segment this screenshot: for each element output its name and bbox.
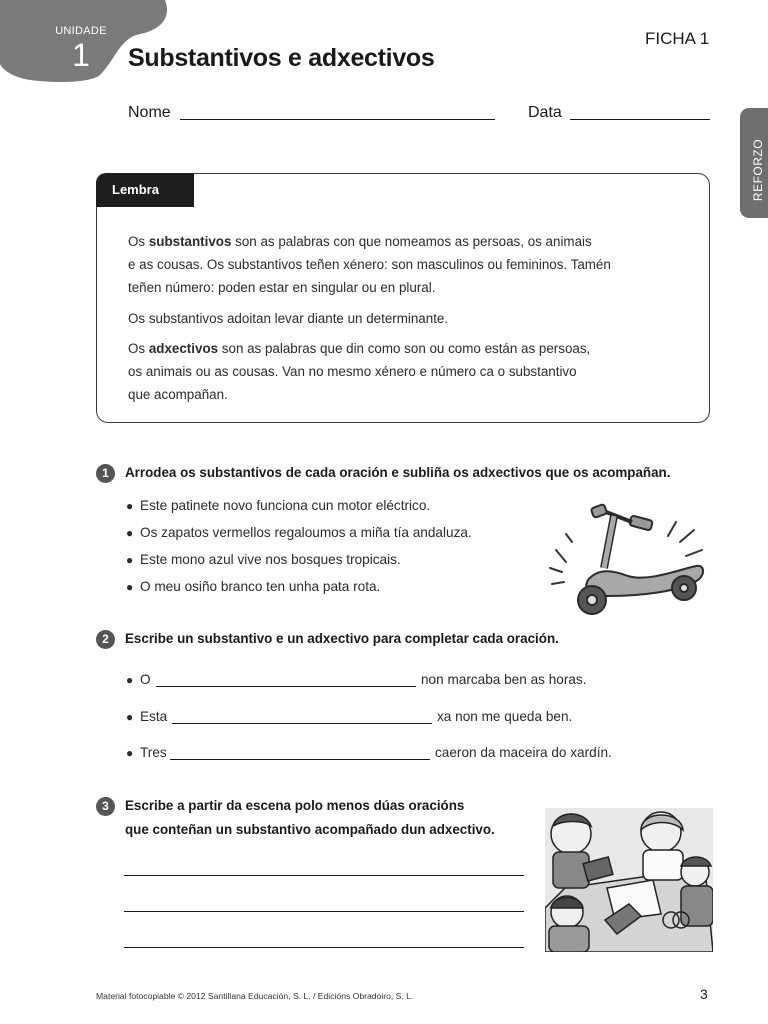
activity-3-number: 3 bbox=[96, 797, 115, 816]
activity-1-number: 1 bbox=[96, 464, 115, 483]
scooter-illustration bbox=[548, 500, 708, 622]
writing-line[interactable] bbox=[124, 947, 524, 948]
footer-copyright: Material fotocopiable © 2012 Santillana Educación, S. L. / Edicións Obradoiro, S. L. bbox=[96, 991, 414, 1001]
activity-2-number: 2 bbox=[96, 630, 115, 649]
activity-2-instruction: Escribe un substantivo e un adxectivo para completar cada oración. bbox=[125, 631, 559, 646]
activity-2-item-3-rest: caeron da maceira do xardín. bbox=[435, 745, 612, 760]
children-scene-illustration bbox=[545, 808, 713, 952]
keyword-substantivos: substantivos bbox=[148, 234, 232, 249]
remember-paragraph-3: Os adxectivos son as palabras que din como son ou como están as persoas, os animais ou as cousas. Van no mesmo xénero e número ca o substantivo que acompañan. bbox=[128, 341, 591, 402]
writing-line[interactable] bbox=[124, 875, 524, 876]
activity-2-item-2-rest: xa non me queda ben. bbox=[437, 709, 573, 724]
sheet-label: FICHA 1 bbox=[645, 29, 710, 48]
activity-1-item: ● Os zapatos vermellos regaloumos a miña tía andaluza. bbox=[126, 525, 472, 540]
activity-1-item: ● Este patinete novo funciona cun motor eléctrico. bbox=[126, 498, 431, 513]
remember-title: Lembra bbox=[112, 182, 159, 197]
side-tab-label: REFORZO bbox=[751, 138, 765, 202]
page-title: Substantivos e adxectivos bbox=[128, 44, 435, 72]
name-field[interactable] bbox=[180, 119, 495, 120]
fill-blank-1[interactable] bbox=[156, 686, 416, 687]
activity-3-instruction-line-2: que conteñan un substantivo acompañado dun adxectivo. bbox=[125, 822, 495, 837]
keyword-adxectivos: adxectivos bbox=[148, 341, 219, 356]
remember-paragraph-2: Os substantivos adoitan levar diante un determinante. bbox=[128, 311, 449, 326]
unit-label: UNIDADE bbox=[55, 25, 107, 37]
writing-line[interactable] bbox=[124, 911, 524, 912]
activity-3-instruction-line-1: Escribe a partir da escena polo menos dúas oracións bbox=[125, 798, 465, 813]
fill-blank-3[interactable] bbox=[170, 759, 430, 760]
fill-blank-2[interactable] bbox=[172, 723, 432, 724]
activity-2-item-1-rest: non marcaba ben as horas. bbox=[421, 672, 587, 687]
activity-1-instruction: Arrodea os substantivos de cada oración e subliña os adxectivos que os acompañan. bbox=[125, 465, 671, 480]
date-label: Data bbox=[528, 104, 562, 121]
name-label: Nome bbox=[128, 104, 171, 121]
activity-1-item: ● O meu osiño branco ten unha pata rota. bbox=[126, 579, 381, 594]
date-field[interactable] bbox=[570, 119, 710, 120]
activity-2-item-3: ● Tres bbox=[126, 745, 167, 760]
unit-number: 1 bbox=[72, 37, 90, 73]
remember-paragraph-1: Os substantivos son as palabras con que nomeamos as persoas, os animais e as cousas. Os substantivos teñen xénero: son masculinos ou femininos. Tamén teñen número: poden estar en singular ou en plural. bbox=[128, 234, 611, 295]
activity-1-item: ● Este mono azul vive nos bosques tropicais. bbox=[126, 552, 401, 567]
side-tab bbox=[740, 108, 768, 218]
page-number: 3 bbox=[700, 986, 708, 1002]
activity-2-item-2: ● Esta bbox=[126, 709, 168, 724]
activity-2-item-1: ● O bbox=[126, 672, 151, 687]
